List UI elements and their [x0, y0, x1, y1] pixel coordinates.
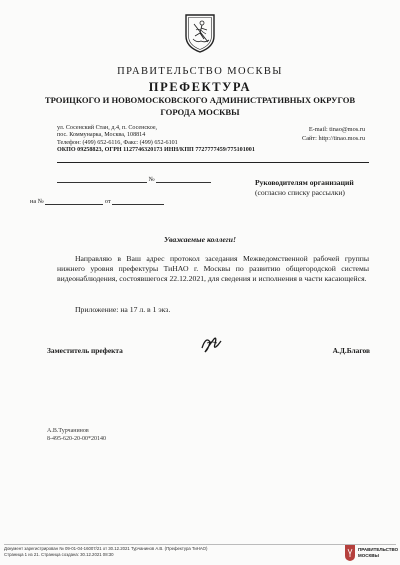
- reference-number-blank: [45, 197, 103, 205]
- contacts-block: [302, 126, 365, 143]
- incoming-reference-row: [30, 197, 164, 205]
- address-line: ул. Сосенский Стан, д.4, п. Сосенское,: [57, 125, 158, 131]
- address-line: пос. Коммунарка, Москва, 108814: [57, 132, 146, 139]
- letter-body: Направляю в Ваш адрес протокол заседания Межведомственной рабочей группы нижнего уровня префектуры ТиНАО г. Москвы по развитию общегородской системы видеонаблюдения, состоявшегося 22.12.2021, для сведения и исполнения в части касающейся.: [57, 254, 369, 284]
- registration-stamp-line: Документ зарегистрирован № 09-01-04-16007/21 от 30.12.2021 Турчанинов А.В. (Префектура ТиНАО): [4, 546, 208, 551]
- email-line: E-mail: tinao@mos.ru: [308, 126, 365, 133]
- handwritten-signature: [198, 330, 224, 356]
- number-sign: №: [148, 176, 155, 183]
- registration-footer: [4, 546, 207, 557]
- page-info-line: Страница 1 из 21. Страница создана: 30.12.2021 08:30: [4, 551, 114, 557]
- recipient-title: Руководителям организаций: [255, 178, 354, 187]
- recipient-block: [255, 178, 354, 198]
- footer-divider: [4, 544, 396, 545]
- footer-brand-line: МОСКВЫ: [358, 552, 379, 558]
- website-line: Сайт: http://tinao.mos.ru: [302, 134, 365, 142]
- header-divider: [57, 162, 369, 163]
- city-title: ГОРОДА МОСКВЫ: [160, 107, 240, 117]
- government-title: ПРАВИТЕЛЬСТВО МОСКВЫ: [117, 66, 283, 77]
- footer-brand-line: ПРАВИТЕЛЬСТВО: [358, 547, 399, 552]
- footer-brand: [358, 547, 398, 558]
- attachment-note: Приложение: на 17 л. в 1 экз.: [75, 305, 171, 314]
- executor-name: А.В.Турчанинов: [47, 428, 89, 434]
- address-block: [57, 125, 255, 154]
- date-blank: [57, 175, 147, 183]
- number-blank: [156, 175, 211, 183]
- prefecture-title: ПРЕФЕКТУРА: [148, 80, 252, 94]
- reference-prefix: на №: [30, 198, 44, 205]
- moscow-government-logo-icon: [345, 545, 355, 561]
- executor-block: [47, 427, 106, 444]
- from-word: от: [104, 198, 111, 205]
- signatory-name: А.Д.Благов: [332, 346, 370, 355]
- moscow-coat-of-arms-icon: [183, 12, 217, 54]
- recipient-subtitle: (согласно списку рассылки): [255, 188, 345, 197]
- greeting: Уважаемые коллеги!: [163, 235, 237, 244]
- executor-phone: 8-495-620-20-00*20140: [47, 436, 106, 443]
- registry-codes: ОКПО 09258823, ОГРН 1127746320173 ИНН/КПП 7727777459/775101001: [57, 146, 255, 153]
- outgoing-registration-row: [57, 175, 211, 183]
- okrug-title: ТРОИЦКОГО И НОВОМОСКОВСКОГО АДМИНИСТРАТИВНЫХ ОКРУГОВ: [44, 95, 356, 105]
- signatory-position: Заместитель префекта: [47, 346, 123, 355]
- reference-date-blank: [112, 197, 164, 205]
- phone-line: Телефон: (499) 652-6116, Факс: (499) 652-6101: [57, 139, 178, 146]
